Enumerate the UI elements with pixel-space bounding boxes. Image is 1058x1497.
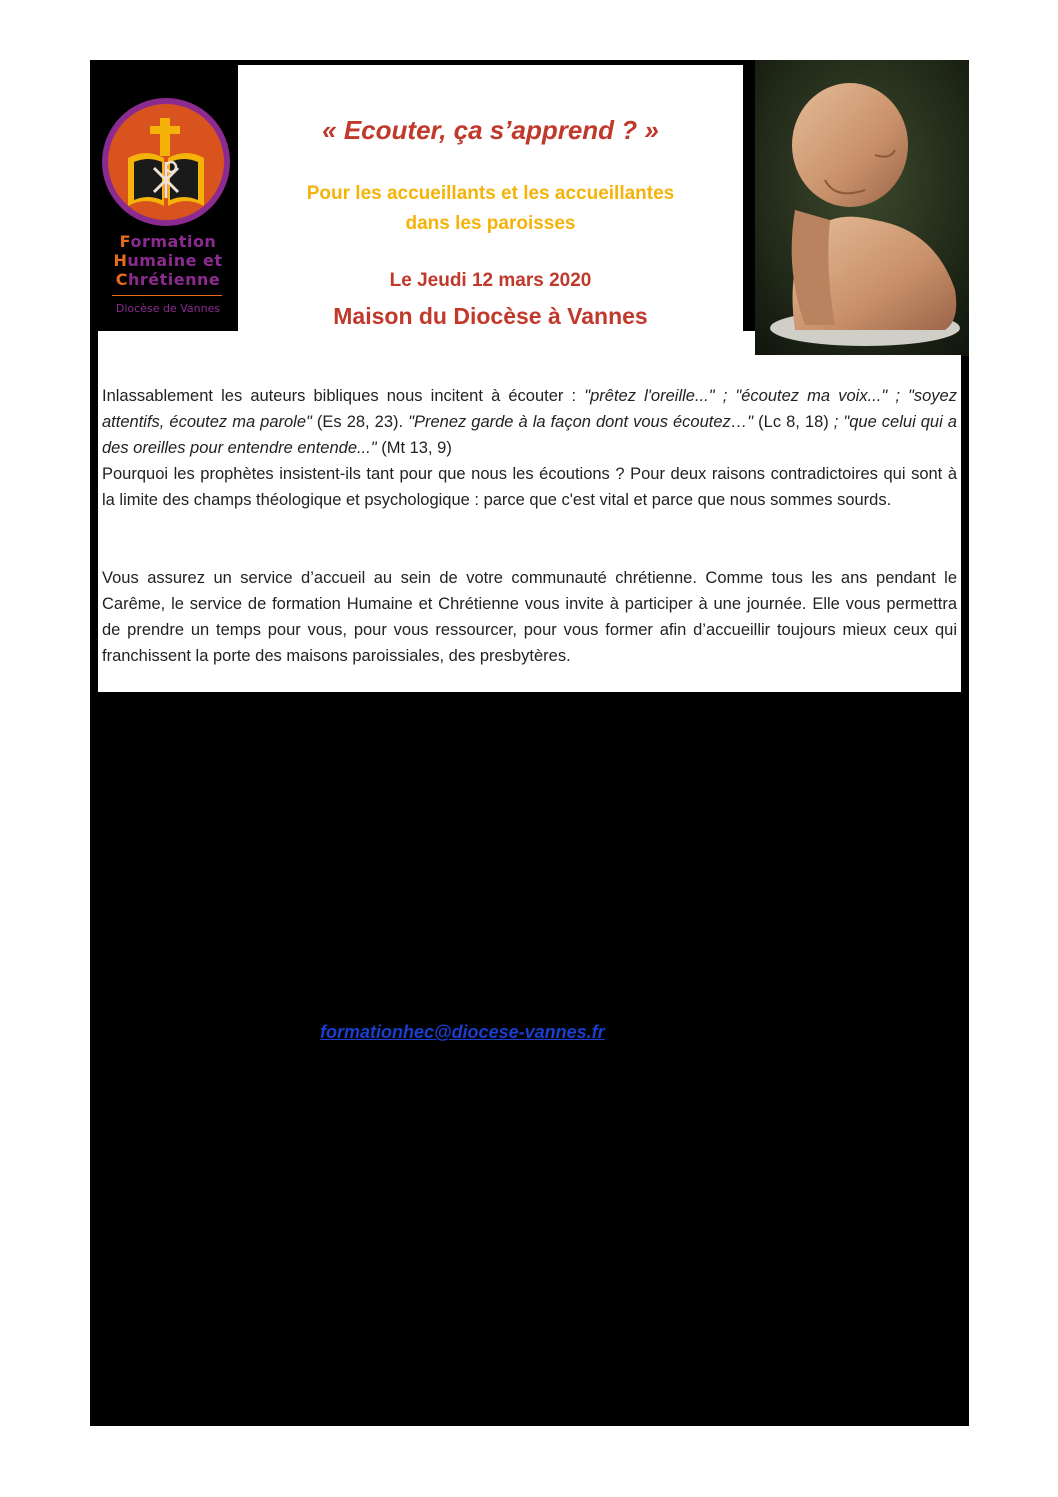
logo-diocese: Diocèse de Vannes: [115, 302, 221, 315]
intro-text-a: Inlassablement les auteurs bibliques nous incitent à écouter :: [102, 387, 585, 405]
contact-email-link[interactable]: formationhec@diocese-vannes.fr: [320, 1022, 605, 1042]
service-paragraph: Vous assurez un service d’accueil au sein de votre communauté chrétienne. Comme tous les ans pendant le Carême, le service de formation Humaine et Chrétienne vous invite à participer à une journée. Elle vous permettra de prendre un temps pour vous, pour vous ressourcer, pour vous former afin d’accueillir toujours mieux ceux qui franchissent la porte des maisons paroissiales, des presbytères.: [102, 569, 957, 665]
intro-paragraph: [102, 383, 957, 513]
intro-text-b: Pourquoi les prophètes insistent-ils tant pour que nous les écoutions ? Pour deux raisons contradictoires qui sont à la limite des champs théologique et psychologique : parce que c'est vital et parce que nous sommes sourds.: [102, 465, 957, 509]
event-date: Le Jeudi 12 mars 2020: [389, 270, 592, 291]
intro-ref-2: (Lc 8, 18): [753, 413, 829, 431]
logo-line1: ormation: [130, 232, 217, 251]
logo-line3: hrétienne: [128, 270, 221, 289]
subtitle-line-1: Pour les accueillants et les accueillantes: [306, 183, 675, 204]
intro-quote-2: "Prenez garde à la façon dont vous écoutez…": [408, 413, 754, 431]
logo-cap-h: H: [113, 251, 128, 270]
subtitle-line-2: dans les paroisses: [405, 213, 576, 234]
cross-book-chi-rho-icon: [98, 96, 238, 231]
intro-quote-3: ; "que celui qui a des oreilles pour entendre entende...": [102, 413, 957, 457]
description-box: [98, 355, 961, 692]
event-place: Maison du Diocèse à Vannes: [333, 303, 648, 329]
intro-quote-1: "prêtez l'oreille..." ; "écoutez ma voix..." ; "soyez attentifs, écoutez ma parole": [102, 387, 957, 431]
logo-divider: [112, 295, 222, 296]
logo-wordmark: [98, 232, 238, 289]
title-panel-extension: [98, 331, 755, 355]
logo-cap-f: F: [119, 232, 131, 251]
logo-line2: umaine et: [127, 251, 223, 270]
sculpture-photo: [755, 60, 969, 356]
sculpture-listening-figure: [755, 60, 969, 356]
title-panel: [238, 65, 743, 331]
intro-ref-1: (Es 28, 23).: [311, 413, 409, 431]
logo-cap-c: C: [115, 270, 128, 289]
event-subtitle: [238, 179, 743, 239]
event-title: « Ecouter, ça s’apprend ? »: [322, 115, 659, 145]
logo: [98, 96, 238, 331]
intro-ref-3: (Mt 13, 9): [376, 439, 452, 457]
